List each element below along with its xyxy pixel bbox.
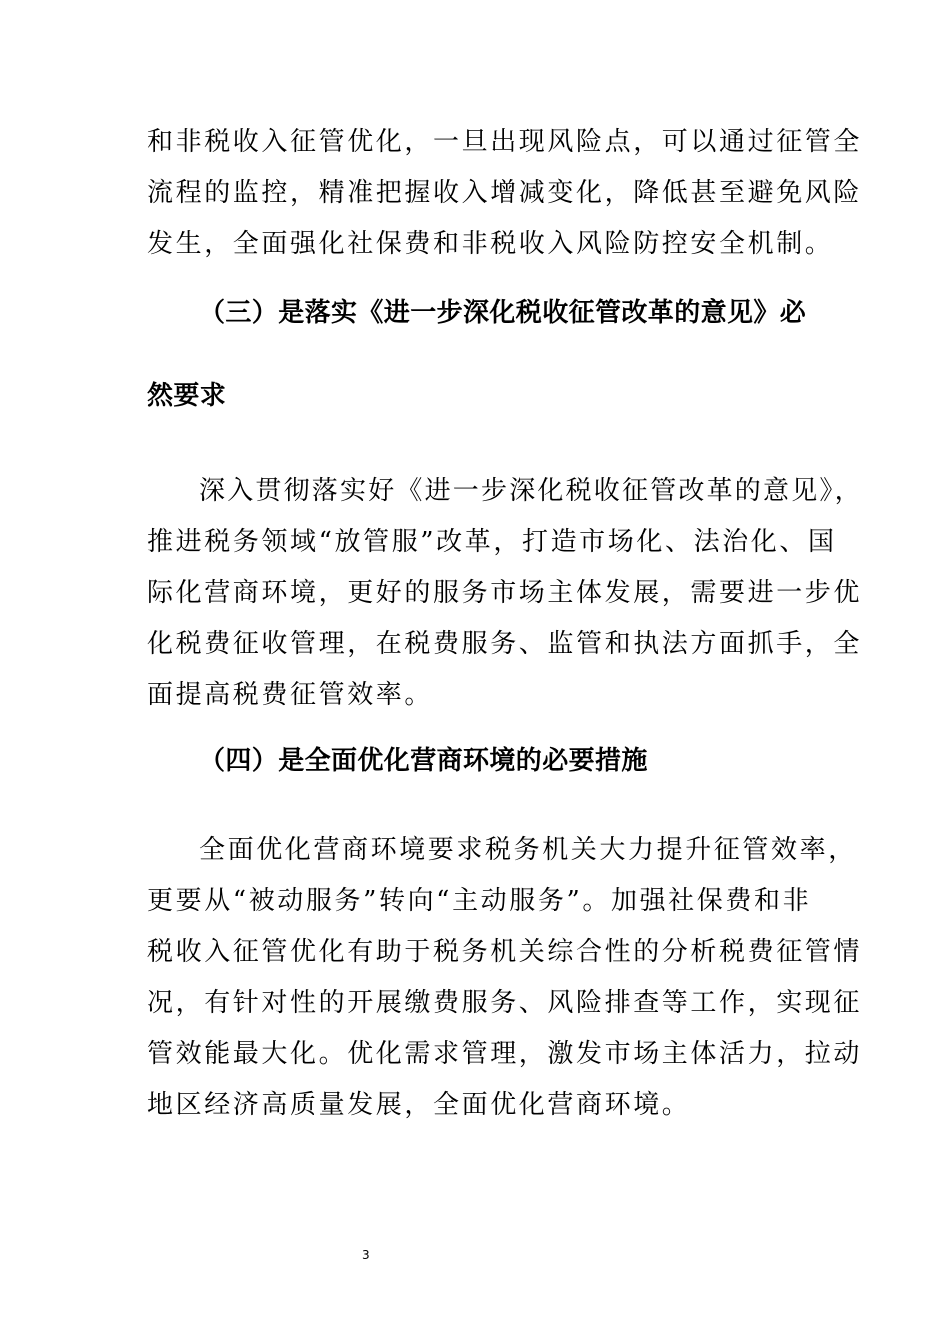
paragraph-line: 深入贯彻落实好《进一步深化税收征管改革的意见》， [199, 476, 863, 506]
paragraph-line: 际化营商环境，更好的服务市场主体发展，需要进一步优 [147, 578, 863, 608]
paragraph-line: 况，有针对性的开展缴费服务、风险排查等工作，实现征 [147, 988, 863, 1018]
paragraph-line: 管效能最大化。优化需求管理，激发市场主体活力，拉动 [147, 1039, 863, 1069]
section-heading-4: （四）是全面优化营商环境的必要措施 [199, 746, 648, 776]
paragraph-line: 发生，全面强化社保费和非税收入风险防控安全机制。 [147, 229, 834, 259]
paragraph-line: 面提高税费征管效率。 [147, 680, 434, 710]
paragraph-line: 税收入征管优化有助于税务机关综合性的分析税费征管情 [147, 937, 863, 967]
paragraph-line: 更要从“被动服务”转向“主动服务”。加强社保费和非 [147, 886, 812, 916]
section-heading-line: 然要求 [147, 381, 227, 411]
paragraph-line: 流程的监控，精准把握收入增减变化，降低甚至避免风险 [147, 178, 863, 208]
paragraph-line: 全面优化营商环境要求税务机关大力提升征管效率， [199, 835, 857, 865]
paragraph-line: 推进税务领域“放管服”改革，打造市场化、法治化、国 [147, 527, 837, 557]
section-heading-line: （三）是落实《进一步深化税收征管改革的意见》必 [199, 298, 807, 328]
page-number: 3 [362, 1248, 370, 1262]
paragraph-line: 地区经济高质量发展，全面优化营商环境。 [147, 1090, 691, 1120]
paragraph-line: 化税费征收管理，在税费服务、监管和执法方面抓手，全 [147, 629, 863, 659]
paragraph-line: 和非税收入征管优化，一旦出现风险点，可以通过征管全 [147, 127, 863, 157]
